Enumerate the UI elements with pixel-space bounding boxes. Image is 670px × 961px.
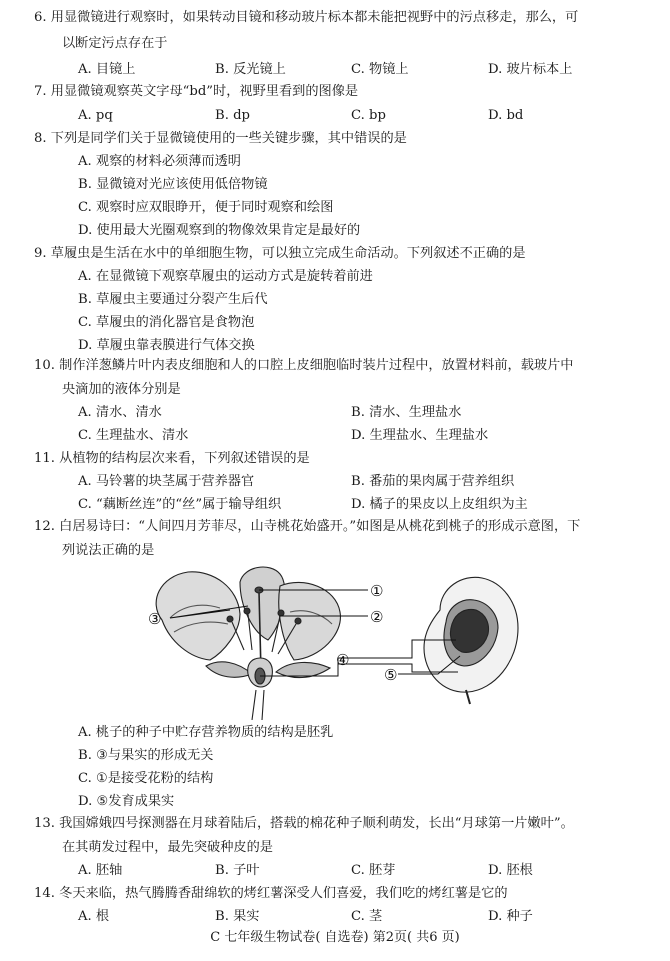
question-7-stem: 7. 用显微镜观察英文字母“bd”时，视野里看到的图像是 [34, 84, 359, 99]
question-6-stem-cont: 以断定污点存在于 [62, 36, 168, 51]
q13-option-d: D. 胚根 [488, 863, 533, 878]
q9-option-a: A. 在显微镜下观察草履虫的运动方式是旋转着前进 [78, 269, 373, 284]
q10-option-d: D. 生理盐水、生理盐水 [351, 428, 489, 443]
q11-option-a: A. 马铃薯的块茎属于营养器官 [78, 474, 255, 489]
q8-option-b: B. 显微镜对光应该使用低倍物镜 [78, 177, 268, 192]
q11-option-c: C. “藕断丝连”的“丝”属于输导组织 [78, 497, 282, 512]
figure-label-1: ① [370, 582, 384, 600]
question-10-stem-cont: 央滴加的液体分别是 [62, 382, 181, 397]
q11-option-b: B. 番茄的果肉属于营养组织 [351, 474, 515, 489]
question-10-stem: 10. 制作洋葱鳞片叶内表皮细胞和人的口腔上皮细胞临时装片过程中，放置材料前，载玻片中 [34, 358, 574, 373]
q6-option-a: A. 目镜上 [78, 62, 136, 77]
q6-option-b: B. 反光镜上 [215, 62, 286, 77]
q9-option-d: D. 草履虫靠表膜进行气体交换 [78, 338, 255, 353]
q8-option-c: C. 观察时应双眼睁开，便于同时观察和绘图 [78, 200, 334, 215]
q14-option-d: D. 种子 [488, 909, 533, 924]
q14-option-b: B. 果实 [215, 909, 260, 924]
question-6-stem: 6. 用显微镜进行观察时，如果转动目镜和移动玻片标本都未能把视野中的污点移走，那么，可 [34, 10, 579, 25]
fruit-drawing [424, 577, 518, 704]
q10-option-a: A. 清水、清水 [78, 405, 162, 420]
q7-option-b: B. dp [215, 108, 250, 123]
question-12-stem: 12. 白居易诗曰：“人间四月芳菲尽，山寺桃花始盛开。”如图是从桃花到桃子的形成示意图，下 [34, 519, 581, 534]
figure-label-4: ④ [336, 651, 350, 669]
q14-option-c: C. 茎 [351, 909, 383, 924]
q14-option-a: A. 根 [78, 909, 110, 924]
q10-option-c: C. 生理盐水、清水 [78, 428, 189, 443]
question-12-stem-cont: 列说法正确的是 [62, 543, 155, 558]
q13-option-a: A. 胚轴 [78, 863, 123, 878]
q11-option-d: D. 橘子的果皮以上皮组织为主 [351, 497, 528, 512]
q6-option-c: C. 物镜上 [351, 62, 409, 77]
question-8-stem: 8. 下列是同学们关于显微镜使用的一些关键步骤，其中错误的是 [34, 131, 407, 146]
question-13-stem-cont: 在其萌发过程中，最先突破种皮的是 [62, 840, 273, 855]
question-14-stem: 14. 冬天来临，热气腾腾香甜绵软的烤红薯深受人们喜爱，我们吃的烤红薯是它的 [34, 886, 508, 901]
q8-option-d: D. 使用最大光圈观察到的物像效果肯定是最好的 [78, 223, 361, 238]
q7-option-a: A. pq [78, 108, 113, 123]
q12-option-d: D. ⑤发育成果实 [78, 794, 175, 809]
q8-option-a: A. 观察的材料必须薄而透明 [78, 154, 241, 169]
question-11-stem: 11. 从植物的结构层次来看，下列叙述错误的是 [34, 451, 310, 466]
question-9-stem: 9. 草履虫是生活在水中的单细胞生物，可以独立完成生命活动。下列叙述不正确的是 [34, 246, 526, 261]
q12-option-c: C. ①是接受花粉的结构 [78, 771, 214, 786]
q10-option-b: B. 清水、生理盐水 [351, 405, 462, 420]
q9-option-c: C. 草履虫的消化器官是食物泡 [78, 315, 255, 330]
question-13-stem: 13. 我国嫦娥四号探测器在月球着陆后，搭载的棉花种子顺利萌发，长出“月球第一片嫩叶”。 [34, 816, 574, 831]
figure-label-5: ⑤ [384, 666, 398, 684]
q9-option-b: B. 草履虫主要通过分裂产生后代 [78, 292, 268, 307]
page-footer: C 七年级生物试卷( 自选卷) 第2页( 共6 页) [210, 930, 460, 945]
figure-label-3: ③ [148, 610, 162, 628]
q13-option-c: C. 胚芽 [351, 863, 396, 878]
q7-option-d: D. bd [488, 108, 524, 123]
q12-option-a: A. 桃子的种子中贮存营养物质的结构是胚乳 [78, 725, 334, 740]
q7-option-c: C. bp [351, 108, 386, 123]
figure-label-2: ② [370, 608, 384, 626]
q12-option-b: B. ③与果实的形成无关 [78, 748, 214, 763]
peach-flower-fruit-figure [140, 562, 528, 720]
q6-option-d: D. 玻片标本上 [488, 62, 573, 77]
q13-option-b: B. 子叶 [215, 863, 260, 878]
